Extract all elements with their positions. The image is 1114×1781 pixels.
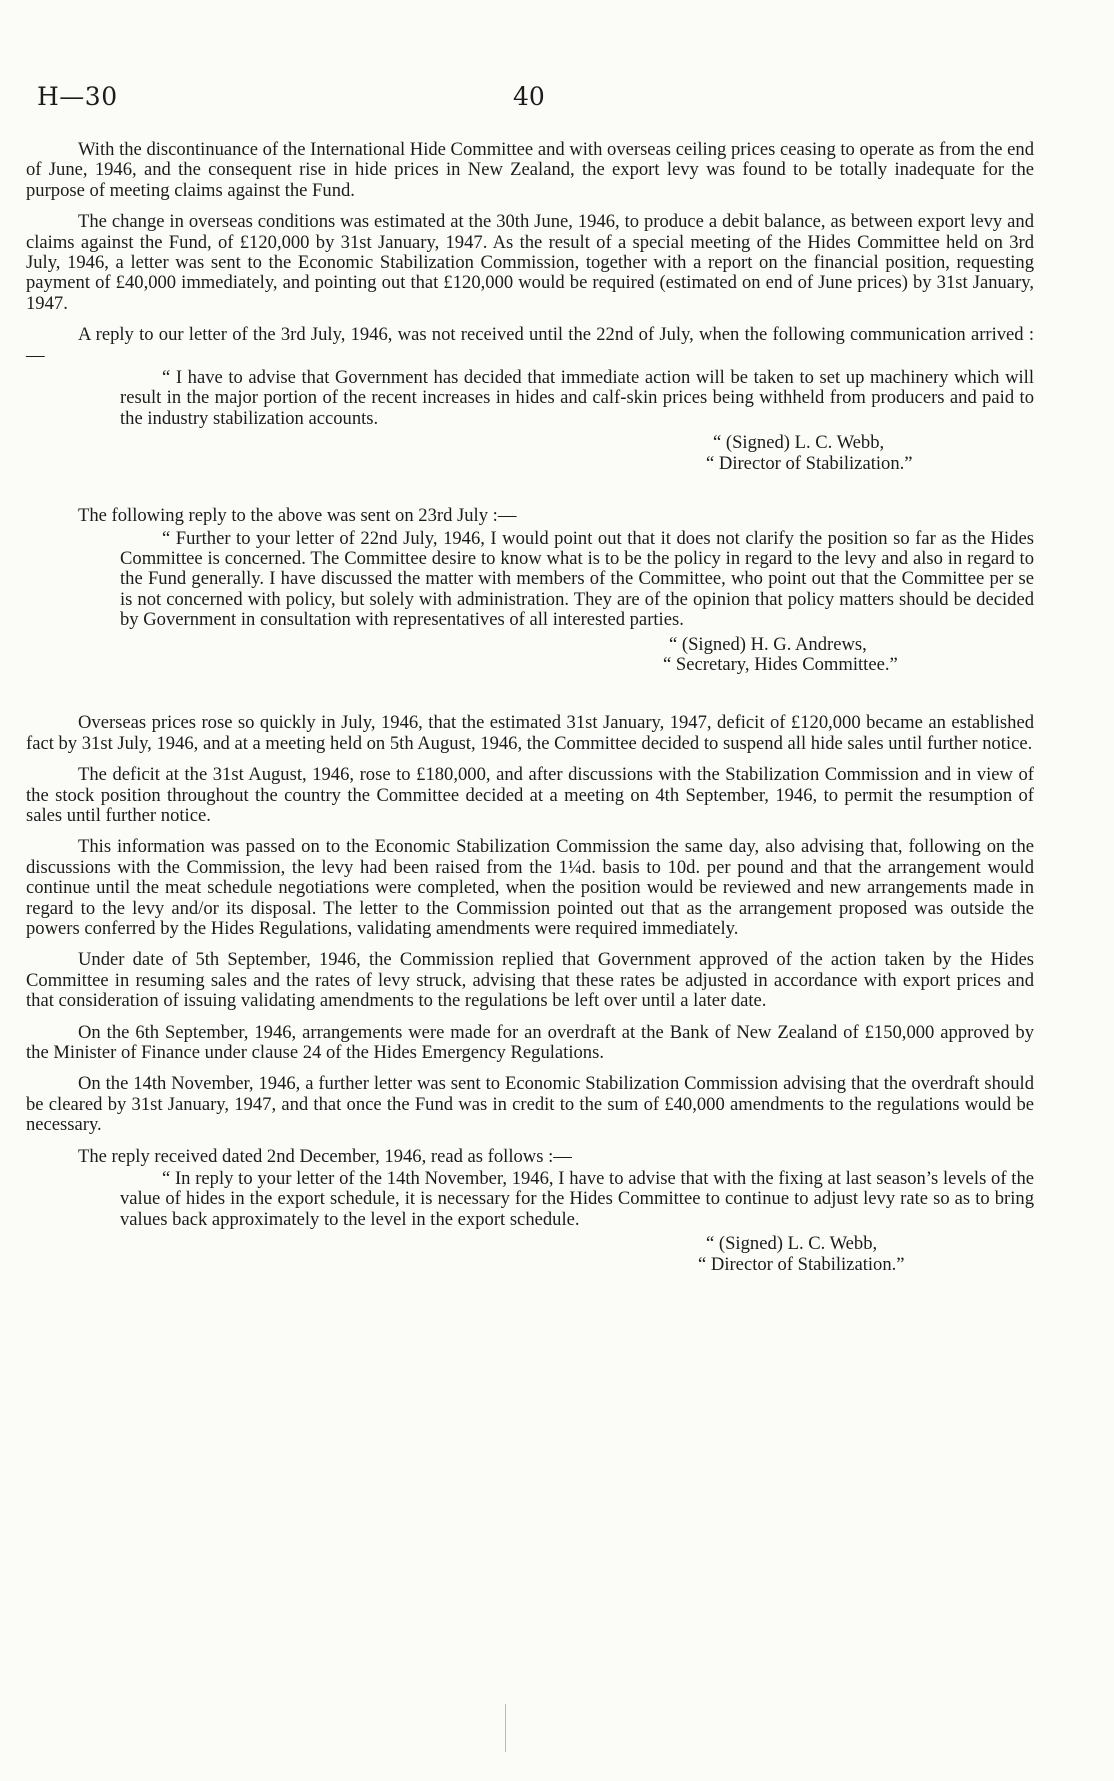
page-fold-mark xyxy=(505,1704,506,1752)
quoted-letter: “ I have to advise that Government has decided that immediate action will be taken to set up machinery which will result in the major portion of the recent increases in hides and calf-skin prices being withheld from producers and paid to the industry stabilization accounts. xyxy=(120,367,1034,429)
quoted-letter: “ Further to your letter of 22nd July, 1946, I would point out that it does not clarify the position so far as the Hides Committee is concerned. The Committee desire to know what is to be the policy in regard to the levy and also in regard to the Fund generally. I have discussed the matter with members of the Committee, who point out that the Committee per se is not concerned with policy, but solely with administration. They are of the opinion that policy matters should be decided by Government in consultation with representatives of all interested parties. xyxy=(120,527,1034,631)
signature-title: “ Director of Stabilization.” xyxy=(706,452,913,474)
paragraph: On the 6th September, 1946, arrangements were made for an overdraft at the Bank of New Zealand of £150,000 approved by the Minister of Finance under clause 24 of the Hides Emergency Regulations. xyxy=(26,1021,1034,1064)
paragraph: A reply to our letter of the 3rd July, 1946, was not received until the 22nd of July, when the following communication arrived :— xyxy=(26,324,1034,366)
quoted-letter: “ In reply to your letter of the 14th November, 1946, I have to advise that with the fixing at last season’s levels of the value of hides in the export schedule, it is necessary for the Hides Committee to continue to adjust levy rate so as to bring values back approximately to the level in the export schedule. xyxy=(120,1168,1034,1230)
signature-title: “ Secretary, Hides Committee.” xyxy=(663,653,898,675)
signature-name: “ (Signed) L. C. Webb, xyxy=(706,1233,878,1255)
paragraph: The reply received dated 2nd December, 1946, read as follows :— xyxy=(78,1145,572,1167)
paragraph: The change in overseas conditions was estimated at the 30th June, 1946, to produce a debit balance, as between export levy and claims against the Fund, of £120,000 by 31st January, 1947. As the result of a special meeting of the Hides Committee held on 3rd July, 1946, a letter was sent to the Economic Stabilization Commission, together with a report on the financial position, requesting payment of £40,000 immediately, and pointing out that £120,000 would be required (estimated on end of June prices) by 31st January, 1947. xyxy=(26,211,1034,314)
signature-title: “ Director of Stabilization.” xyxy=(698,1253,905,1275)
paragraph: Overseas prices rose so quickly in July, 1946, that the estimated 31st January, 1947, deficit of £120,000 became an established fact by 31st July, 1946, and at a meeting held on 5th August, 1946, the Committee decided to suspend all hide sales until further notice. xyxy=(26,712,1034,754)
paragraph: On the 14th November, 1946, a further letter was sent to Economic Stabilization Commission advising that the overdraft should be cleared by 31st January, 1947, and that once the Fund was in credit to the sum of £40,000 amendments to the regulations would be necessary. xyxy=(26,1073,1034,1136)
document-body xyxy=(26,140,1034,1285)
paragraph: The deficit at the 31st August, 1946, rose to £180,000, and after discussions with the Stabilization Commission and in view of the stock position throughout the country the Committee decided at a meeting on 4th September, 1946, to permit the resumption of sales until further notice. xyxy=(26,764,1034,826)
paragraph: The following reply to the above was sent on 23rd July :— xyxy=(78,505,517,527)
page-number: 40 xyxy=(513,82,545,111)
signature-name: “ (Signed) L. C. Webb, xyxy=(713,432,885,454)
signature-block xyxy=(26,1234,1034,1275)
paragraph: Under date of 5th September, 1946, the Commission replied that Government approved of the action taken by the Hides Committee in resuming sales and the rates of levy struck, advising that these rates be adjusted in accordance with export prices and that consideration of issuing validating amendments to the regulations be left over until a later date. xyxy=(26,949,1034,1012)
page-reference: H—30 xyxy=(37,82,118,111)
signature-name: “ (Signed) H. G. Andrews, xyxy=(669,633,867,655)
signature-block xyxy=(26,433,1034,474)
paragraph: With the discontinuance of the International Hide Committee and with overseas ceiling prices ceasing to operate as from the end of June, 1946, and the consequent rise in hide prices in New Zealand, the export levy was found to be totally inadequate for the purpose of meeting claims against the Fund. xyxy=(26,139,1034,201)
paragraph: This information was passed on to the Economic Stabilization Commission the same day, also advising that, following on the discussions with the Commission, the levy had been raised from the 1¼d. basis to 10d. per pound and that the arrangement would continue until the meat schedule negotiations were completed, when the position would be reviewed and new arrangements made in regard to the levy and/or its disposal. The letter to the Commission pointed out that as the arrangement proposed was outside the powers conferred by the Hides Regulations, validating amendments were required immediately. xyxy=(26,836,1034,939)
signature-block xyxy=(26,635,1034,676)
